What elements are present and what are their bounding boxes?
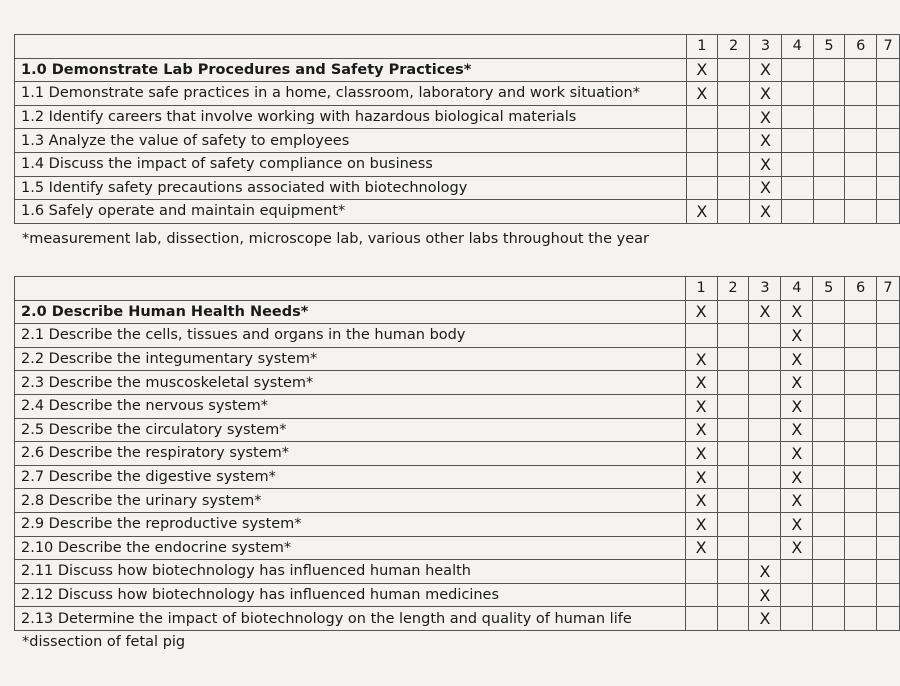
mark-cell [845,442,877,466]
mark-cell [717,394,749,418]
mark-cell [813,489,845,513]
standard-description: 2.10 Describe the endocrine system* [15,536,686,560]
standard-description: 2.3 Describe the muscoskeletal system* [15,371,686,395]
mark-cell [717,583,749,607]
mark-cell [813,152,845,176]
mark-cell [877,560,900,584]
mark-cell [877,489,900,513]
mark-cell: X [781,442,813,466]
mark-cell [749,442,781,466]
mark-cell: X [686,200,718,224]
header-blank-cell [15,35,687,59]
table-row [15,560,900,584]
mark-cell [845,300,877,324]
mark-cell [718,58,750,82]
column-header-1: 1 [685,277,717,301]
mark-cell: X [781,465,813,489]
standard-description: 1.6 Safely operate and maintain equipment* [15,200,687,224]
mark-cell [845,489,877,513]
mark-cell [845,105,877,129]
mark-cell [813,442,845,466]
column-header-5: 5 [813,277,845,301]
mark-cell [877,536,900,560]
mark-cell [749,418,781,442]
mark-cell [845,176,877,200]
table-row [15,129,900,153]
mark-cell [877,607,900,631]
column-header-5: 5 [813,35,845,59]
standard-description: 2.11 Discuss how biotechnology has influenced human health [15,560,686,584]
column-header-7: 7 [877,277,900,301]
mark-cell [781,176,813,200]
mark-cell [877,300,900,324]
mark-cell [718,82,750,106]
standard-description: 2.2 Describe the integumentary system* [15,347,686,371]
table-row [15,300,900,324]
mark-cell [845,394,877,418]
mark-cell [845,418,877,442]
mark-cell [781,152,813,176]
mark-cell [877,105,900,129]
column-header-3: 3 [749,277,781,301]
mark-cell [877,200,900,224]
mark-cell: X [749,560,781,584]
mark-cell [718,152,750,176]
mark-cell [749,536,781,560]
mark-cell: X [781,489,813,513]
mark-cell [845,58,877,82]
standard-heading: 1.0 Demonstrate Lab Procedures and Safety Practices* [15,58,687,82]
standard-description: 2.8 Describe the urinary system* [15,489,686,513]
standard-description: 1.4 Discuss the impact of safety compliance on business [15,152,687,176]
column-header-row [15,35,900,59]
column-header-6: 6 [845,35,877,59]
table-row [15,58,900,82]
mark-cell [845,560,877,584]
mark-cell [749,371,781,395]
mark-cell [717,371,749,395]
mark-cell [813,82,845,106]
column-header-4: 4 [781,35,813,59]
mark-cell [845,129,877,153]
mark-cell: X [686,58,718,82]
mark-cell [877,442,900,466]
mark-cell [813,607,845,631]
standard-description: 1.2 Identify careers that involve working with hazardous biological materials [15,105,687,129]
mark-cell [717,560,749,584]
mark-cell [813,465,845,489]
mark-cell: X [750,58,782,82]
mark-cell [845,324,877,348]
table-row [15,489,900,513]
column-header-1: 1 [686,35,718,59]
mark-cell: X [781,300,813,324]
mark-cell: X [781,512,813,536]
mark-cell [718,176,750,200]
mark-cell [781,607,813,631]
mark-cell [686,105,718,129]
column-header-6: 6 [845,277,877,301]
table-row [15,324,900,348]
mark-cell [813,105,845,129]
mark-cell: X [685,418,717,442]
mark-cell: X [685,465,717,489]
mark-cell: X [750,152,782,176]
mark-cell [877,129,900,153]
column-header-row [15,277,900,301]
mark-cell [845,583,877,607]
mark-cell: X [781,394,813,418]
mark-cell: X [685,489,717,513]
mark-cell [686,129,718,153]
mark-cell [813,512,845,536]
mark-cell [813,176,845,200]
mark-cell [877,371,900,395]
table-row [15,536,900,560]
mark-cell [749,512,781,536]
mark-cell [813,560,845,584]
standard-description: 2.7 Describe the digestive system* [15,465,686,489]
column-header-3: 3 [750,35,782,59]
standard-description: 1.1 Demonstrate safe practices in a home, classroom, laboratory and work situation* [15,82,687,106]
mark-cell: X [750,176,782,200]
mark-cell: X [749,583,781,607]
mark-cell: X [685,512,717,536]
mark-cell [781,105,813,129]
mark-cell: X [749,607,781,631]
mark-cell: X [685,536,717,560]
table-row [15,105,900,129]
mark-cell: X [685,300,717,324]
header-blank-cell [15,277,686,301]
mark-cell [813,300,845,324]
mark-cell: X [781,371,813,395]
mark-cell: X [685,347,717,371]
mark-cell [877,418,900,442]
mark-cell [685,607,717,631]
table-row [15,607,900,631]
mark-cell [877,58,900,82]
standard-description: 2.6 Describe the respiratory system* [15,442,686,466]
mark-cell [781,129,813,153]
mark-cell [685,583,717,607]
mark-cell: X [685,371,717,395]
mark-cell [781,560,813,584]
mark-cell [717,489,749,513]
column-header-2: 2 [718,35,750,59]
mark-cell [845,536,877,560]
mark-cell [877,512,900,536]
mark-cell: X [781,347,813,371]
table-row [15,371,900,395]
standards-table-2 [14,276,900,631]
standard-description: 2.12 Discuss how biotechnology has influenced human medicines [15,583,686,607]
mark-cell [813,324,845,348]
mark-cell [845,465,877,489]
mark-cell [813,536,845,560]
mark-cell [717,300,749,324]
mark-cell [685,560,717,584]
table-row [15,394,900,418]
column-header-7: 7 [877,35,900,59]
mark-cell: X [750,105,782,129]
mark-cell [717,607,749,631]
standard-description: 2.13 Determine the impact of biotechnology on the length and quality of human life [15,607,686,631]
mark-cell [813,200,845,224]
standard-description: 1.5 Identify safety precautions associated with biotechnology [15,176,687,200]
mark-cell [845,152,877,176]
mark-cell [686,176,718,200]
mark-cell: X [686,82,718,106]
mark-cell [749,347,781,371]
mark-cell [685,324,717,348]
mark-cell [717,418,749,442]
mark-cell [718,105,750,129]
mark-cell [845,371,877,395]
mark-cell: X [685,442,717,466]
mark-cell [749,394,781,418]
mark-cell: X [750,129,782,153]
mark-cell [717,347,749,371]
mark-cell [813,583,845,607]
mark-cell [877,324,900,348]
mark-cell [813,129,845,153]
column-header-2: 2 [717,277,749,301]
mark-cell [717,536,749,560]
mark-cell [781,583,813,607]
standards-table-1 [14,34,900,224]
standard-description: 2.4 Describe the nervous system* [15,394,686,418]
table-row [15,82,900,106]
mark-cell [845,82,877,106]
mark-cell [781,200,813,224]
mark-cell [717,465,749,489]
table-2-footnote: *dissection of fetal pig [22,634,186,650]
mark-cell [813,394,845,418]
mark-cell [877,583,900,607]
mark-cell [877,152,900,176]
mark-cell: X [685,394,717,418]
mark-cell: X [750,200,782,224]
mark-cell [877,465,900,489]
mark-cell [781,82,813,106]
mark-cell [717,512,749,536]
mark-cell [877,347,900,371]
standard-description: 1.3 Analyze the value of safety to employees [15,129,687,153]
mark-cell [813,418,845,442]
mark-cell [845,200,877,224]
table-row [15,176,900,200]
standard-description: 2.9 Describe the reproductive system* [15,512,686,536]
mark-cell: X [750,82,782,106]
standard-description: 2.1 Describe the cells, tissues and organs in the human body [15,324,686,348]
table-row [15,512,900,536]
mark-cell [813,347,845,371]
table-row [15,347,900,371]
table-row [15,583,900,607]
table-row [15,152,900,176]
mark-cell [749,324,781,348]
mark-cell [845,607,877,631]
mark-cell [813,371,845,395]
mark-cell: X [781,418,813,442]
mark-cell [749,489,781,513]
mark-cell [845,512,877,536]
mark-cell [718,200,750,224]
mark-cell [781,58,813,82]
mark-cell [877,394,900,418]
table-row [15,442,900,466]
mark-cell: X [749,300,781,324]
mark-cell: X [781,324,813,348]
mark-cell [877,82,900,106]
mark-cell [845,347,877,371]
mark-cell [877,176,900,200]
mark-cell [717,324,749,348]
mark-cell [813,58,845,82]
mark-cell [749,465,781,489]
table-row [15,200,900,224]
mark-cell [718,129,750,153]
table-row [15,465,900,489]
table-row [15,418,900,442]
mark-cell [717,442,749,466]
standard-description: 2.5 Describe the circulatory system* [15,418,686,442]
table-1-footnote: *measurement lab, dissection, microscope lab, various other labs throughout the year [22,231,649,247]
mark-cell: X [781,536,813,560]
standard-heading: 2.0 Describe Human Health Needs* [15,300,686,324]
column-header-4: 4 [781,277,813,301]
mark-cell [686,152,718,176]
